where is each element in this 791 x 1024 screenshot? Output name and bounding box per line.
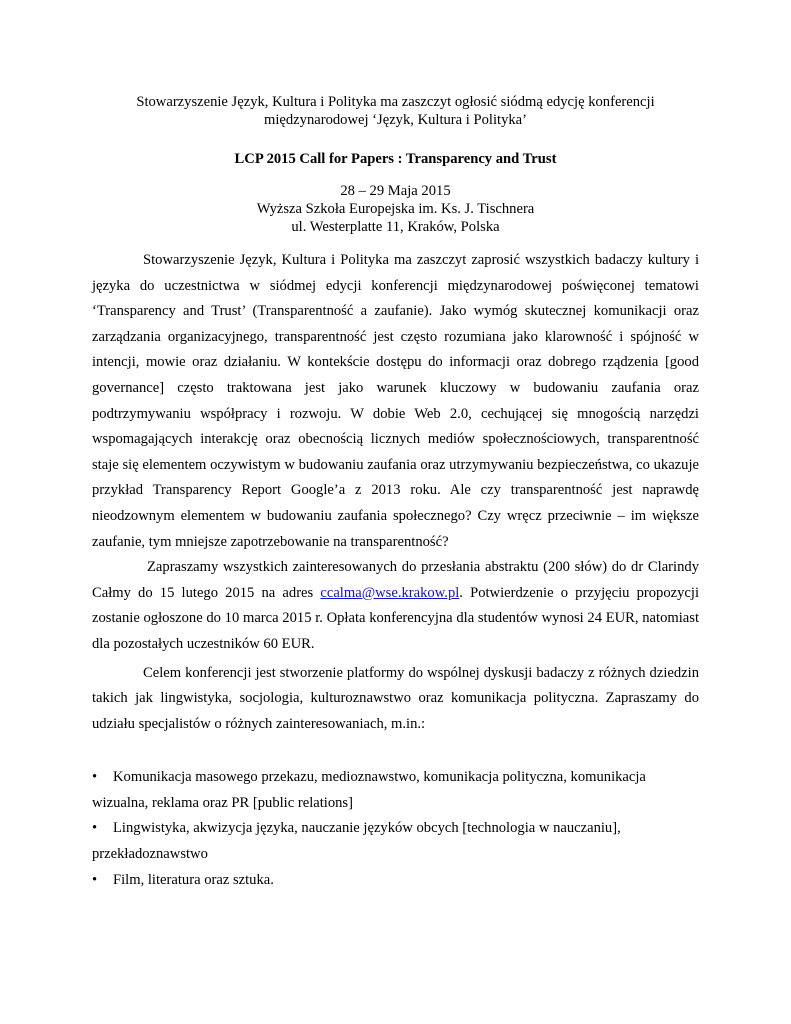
event-dates: 28 – 29 Maja 2015 — [340, 183, 451, 199]
intro-line-1: Stowarzyszenie Język, Kultura i Polityka ma zaszczyt ogłosić siódmą edycję konferencji — [136, 94, 655, 110]
contact-email-link[interactable]: ccalma@wse.krakow.pl — [320, 584, 460, 601]
submission-text-end: . Potwierdzenie o przyjęciu propozycji zostanie ogłoszone do 10 marca 2015 r. Opłata konferencyjna dla studentów wynosi 24 EUR, natomiast dla pozostałych uczestników 60 EUR. — [92, 584, 700, 652]
event-details — [92, 182, 699, 236]
document-page — [92, 93, 699, 893]
list-item — [92, 868, 699, 894]
event-address: ul. Westerplatte 11, Kraków, Polska — [291, 219, 500, 235]
bullet-icon: • — [92, 769, 98, 786]
topic-line-1: Komunikacja masowego przekazu, medioznawstwo, komunikacja polityczna, komunikacja — [113, 769, 646, 786]
submission-text-start: Zapraszamy wszystkich zainteresowanych do przesłania abstraktu (200 słów) do dr Clarindy Całmy do 15 lutego 2015 na adres — [92, 559, 699, 601]
topic-line-1: Film, literatura oraz sztuka. — [113, 871, 274, 888]
paragraph-submission — [92, 555, 699, 657]
list-item — [92, 816, 699, 867]
intro-heading — [92, 93, 699, 129]
bullet-icon: • — [92, 871, 98, 888]
paragraph-intro: Stowarzyszenie Język, Kultura i Polityka ma zaszczyt zaprosić wszystkich badaczy kultury i języka do uczestnictwa w siódmej edycji konferencji międzynarodowej poświęconej tematowi ‘Transparency and Trust’ (Transparentność a zaufanie). Jako wymóg skutecznej komunikacji oraz zarządzania organizacyjnego, transparentność jest często rozumiana jako klarowność i spójność w intencji, mowie oraz działaniu. W kontekście dostępu do informacji oraz dobrego rządzenia [good governance] często traktowana jest jako warunek kluczowy w budowaniu zaufania oraz podtrzymywaniu współpracy i rozwoju. W dobie Web 2.0, cechującej się mnogością narzędzi wspomagających interakcję oraz obecnością licznych mediów społecznościowych, transparentność staje się elementem oczywistym w budowaniu zaufania oraz utrzymywaniu bezpieczeństwa, co ukazuje przykład Transparency Report Google’a z 2013 roku. Ale czy transparentność jest naprawdę nieodzownym elementem w budowaniu zaufania społecznego? Czy wręcz przeciwnie – im większe zaufanie, tym mniejsze zapotrzebowanie na transparentność? — [92, 252, 699, 550]
bullet-icon: • — [92, 820, 98, 837]
intro-line-2: międzynarodowej ‘Język, Kultura i Polityka’ — [263, 112, 528, 128]
topic-line-2: przekładoznawstwo — [92, 846, 208, 863]
list-item — [92, 765, 699, 816]
paragraph-aims: Celem konferencji jest stworzenie platformy do wspólnej dyskusji badaczy z różnych dziedzin takich jak lingwistyka, socjologia, kulturoznawstwo oraz komunikacja polityczna. Zapraszamy do udziału specjalistów o różnych zainteresowaniach, m.in.: — [92, 664, 699, 732]
topic-list — [92, 765, 699, 893]
topic-line-1: Lingwistyka, akwizycja języka, nauczanie języków obcych [technologia w nauczaniu], — [113, 820, 621, 837]
topic-line-2: wizualna, reklama oraz PR [public relations] — [92, 794, 353, 811]
conference-title: LCP 2015 Call for Papers : Transparency and Trust — [234, 151, 557, 167]
event-venue: Wyższa Szkoła Europejska im. Ks. J. Tischnera — [256, 201, 535, 217]
